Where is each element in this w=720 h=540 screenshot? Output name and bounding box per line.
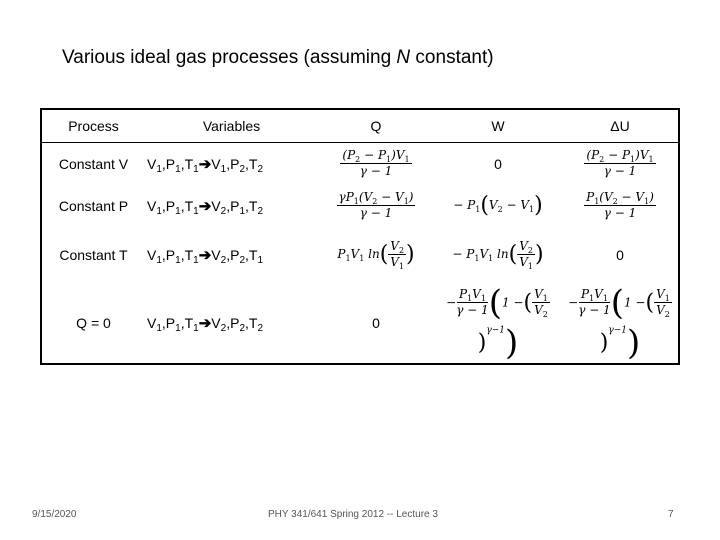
arrow-right-icon: ➔: [198, 197, 212, 215]
q-value: 0: [372, 314, 380, 331]
delta-u-value: 0: [616, 246, 624, 263]
w-formula: − $P_1V_1$ ln( $\frac{V_2}{V_1}$ ): [452, 238, 544, 271]
arrow-right-icon: ➔: [198, 246, 212, 264]
header-process: Process: [41, 109, 145, 143]
process-label: Constant T: [59, 246, 128, 263]
variables-cell: $V_1,P_1,T_1➔V_2,P_2,T_2$: [147, 314, 264, 334]
slide-title: Various ideal gas processes (assuming N constant): [62, 47, 494, 68]
process-label: Q = 0: [76, 314, 111, 331]
footer-course: PHY 341/641 Spring 2012 -- Lecture 3: [268, 509, 438, 520]
w-formula: − $\frac{P_1V_1}{\gamma - 1}$ (1 −( $\frac{V_1}{V_2}$ )$^{\gamma-1}$): [446, 282, 548, 363]
delta-u-formula: − $\frac{P_1V_1}{\gamma - 1}$ (1 −( $\frac{V_1}{V_2}$ )$^{\gamma-1}$): [568, 282, 670, 363]
header-w: W: [434, 109, 562, 143]
q-formula: $\frac{\gamma P_1(V_2 - V_1)}{\gamma - 1}$: [338, 189, 414, 220]
header-q: Q: [318, 109, 434, 143]
table-row-constant-v: [41, 143, 679, 185]
header-delta-u: ΔU: [562, 109, 679, 143]
delta-u-formula: $\frac{P_1(V_2 - V_1)}{\gamma - 1}$: [586, 189, 654, 220]
variables-cell: $V_1,P_1,T_1➔V_2,P_1,T_2$: [147, 197, 264, 217]
footer-page-number: 7: [668, 509, 674, 520]
arrow-right-icon: ➔: [198, 314, 212, 332]
variables-cell: $V_1,P_1,T_1➔V_2,P_2,T_1$: [147, 246, 264, 266]
table-row-adiabatic: [41, 283, 679, 364]
header-variables: Variables: [145, 109, 318, 143]
footer-date: 9/15/2020: [32, 509, 77, 520]
w-value: 0: [494, 155, 502, 172]
table-row-constant-t: [41, 227, 679, 283]
table-row-constant-p: [41, 185, 679, 227]
arrow-right-icon: ➔: [198, 155, 212, 173]
process-label: Constant V: [58, 155, 129, 172]
table-header-row: [41, 109, 679, 143]
delta-u-formula: $\frac{(P_2 - P_1)V_1}{\gamma - 1}$: [586, 148, 654, 179]
q-formula: $P_1V_1$ ln( $\frac{V_2}{V_1}$ ): [337, 238, 415, 271]
w-formula: − $P_1(V_2 - V_1)$: [453, 193, 543, 218]
process-label: Constant P: [58, 197, 129, 214]
gas-process-table: [40, 108, 680, 365]
variables-cell: $V_1,P_1,T_1➔V_1,P_2,T_2$: [147, 155, 264, 175]
q-formula: $\frac{(P_2 - P_1)V_1}{\gamma - 1}$: [342, 148, 410, 179]
